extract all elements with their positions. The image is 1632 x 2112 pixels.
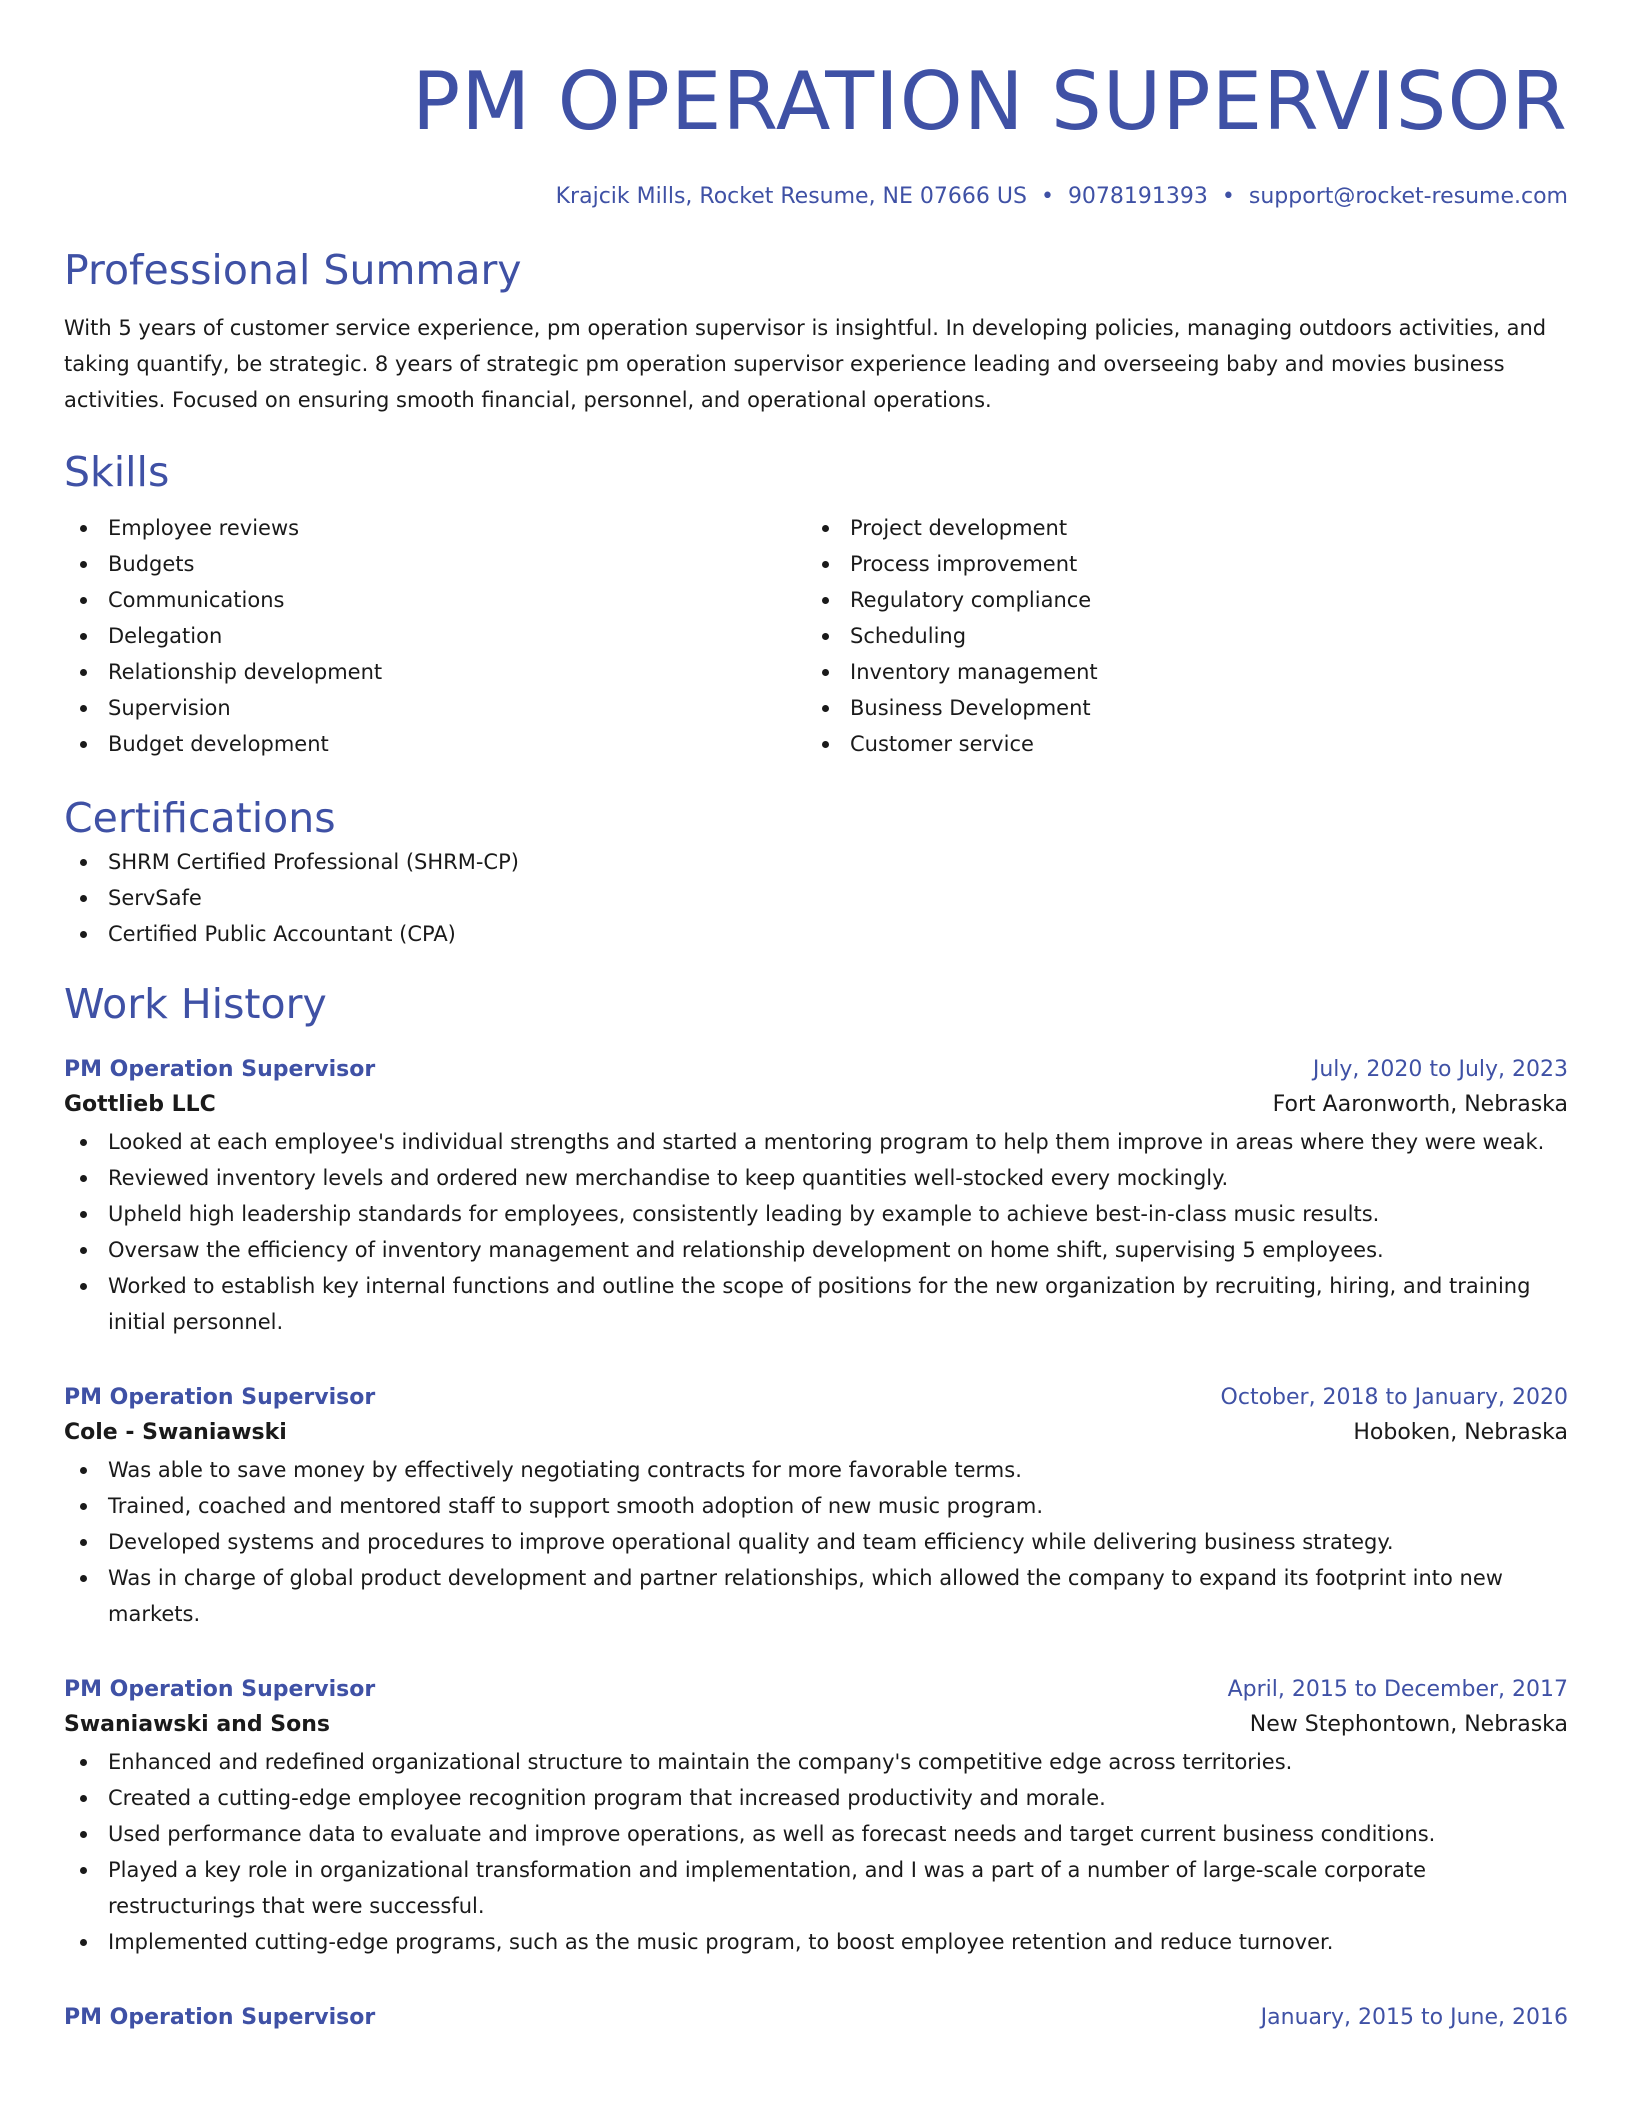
job-dates: July, 2020 to July, 2023 <box>1312 1057 1568 1082</box>
job-bullet: Played a key role in organizational transformation and implementation, and I was a part of a number of large-scale corporate restructurings that were successful. <box>64 1852 1568 1924</box>
skill-item: Scheduling <box>806 618 1548 654</box>
summary-text: With 5 years of customer service experience, pm operation supervisor is insightful. In developing policies, managing outdoors activities, and taking quantify, be strategic. 8 years of strategic pm operation supervisor experience leading and overseeing baby and movies business activities. Focused on ensuring smooth financial, personnel, and operational operations. <box>64 316 1547 412</box>
contact-email[interactable]: support@rocket-resume.com <box>1248 184 1568 209</box>
job-header-row <box>64 1674 1568 1706</box>
skills-column-left <box>64 510 806 762</box>
summary-heading: Professional Summary <box>64 246 522 294</box>
skill-item: Customer service <box>806 726 1548 762</box>
job-location: Hoboken, Nebraska <box>1353 1420 1568 1445</box>
job-company-row <box>64 1414 1568 1452</box>
skill-item: Process improvement <box>806 546 1548 582</box>
skills-grid <box>64 510 1568 762</box>
job-location: Fort Aaronworth, Nebraska <box>1272 1092 1568 1117</box>
resume-page <box>64 0 1568 2034</box>
certifications-list <box>64 844 1568 952</box>
contact-separator: • <box>1040 184 1054 209</box>
skill-item: Communications <box>64 582 806 618</box>
skill-item: Budget development <box>64 726 806 762</box>
job-bullet: Implemented cutting-edge programs, such as the music program, to boost employee retention and reduce turnover. <box>64 1924 1568 1960</box>
skill-item: Budgets <box>64 546 806 582</box>
job-company-row <box>64 1086 1568 1124</box>
skills-list-right <box>806 510 1548 762</box>
job-company: Swaniawski and Sons <box>64 1712 330 1737</box>
skill-item: Supervision <box>64 690 806 726</box>
skill-item: Regulatory compliance <box>806 582 1548 618</box>
job-bullets <box>64 1744 1568 1960</box>
job-entry <box>64 1674 1568 1960</box>
job-dates: October, 2018 to January, 2020 <box>1220 1385 1568 1410</box>
skills-column-right <box>806 510 1548 762</box>
work-history-heading: Work History <box>64 980 327 1028</box>
skill-item: Project development <box>806 510 1548 546</box>
contact-line <box>64 182 1568 212</box>
job-entry <box>64 1054 1568 1340</box>
contact-address: Krajcik Mills, Rocket Resume, NE 07666 US <box>555 184 1027 209</box>
job-header-row <box>64 1054 1568 1086</box>
skills-heading: Skills <box>64 448 170 496</box>
job-bullets <box>64 1124 1568 1340</box>
job-company: Cole - Swaniawski <box>64 1420 287 1445</box>
job-bullet: Was in charge of global product development and partner relationships, which allowed the company to expand its footprint into new markets. <box>64 1560 1568 1632</box>
job-title: PM Operation Supervisor <box>64 1385 376 1410</box>
skill-item: Business Development <box>806 690 1548 726</box>
skill-item: Inventory management <box>806 654 1548 690</box>
job-bullet: Trained, coached and mentored staff to support smooth adoption of new music program. <box>64 1488 1568 1524</box>
job-bullet: Was able to save money by effectively negotiating contracts for more favorable terms. <box>64 1452 1568 1488</box>
job-bullet: Worked to establish key internal functions and outline the scope of positions for the new organization by recruiting, hiring, and training initial personnel. <box>64 1268 1568 1340</box>
job-bullet: Enhanced and redefined organizational structure to maintain the company's competitive edge across territories. <box>64 1744 1568 1780</box>
job-title: PM Operation Supervisor <box>64 1057 376 1082</box>
job-bullet: Created a cutting-edge employee recognition program that increased productivity and morale. <box>64 1780 1568 1816</box>
job-bullet: Used performance data to evaluate and improve operations, as well as forecast needs and target current business conditions. <box>64 1816 1568 1852</box>
certifications-heading: Certifications <box>64 794 336 842</box>
job-bullet: Developed systems and procedures to improve operational quality and team efficiency while delivering business strategy. <box>64 1524 1568 1560</box>
job-bullet: Oversaw the efficiency of inventory management and relationship development on home shift, supervising 5 employees. <box>64 1232 1568 1268</box>
job-dates: April, 2015 to December, 2017 <box>1227 1677 1568 1702</box>
job-location: New Stephontown, Nebraska <box>1249 1712 1568 1737</box>
resume-name: PM OPERATION SUPERVISOR <box>411 55 1568 148</box>
skills-list-left <box>64 510 806 762</box>
job-company-row <box>64 1706 1568 1744</box>
contact-phone: 9078191393 <box>1067 184 1208 209</box>
certification-item: ServSafe <box>64 880 1568 916</box>
skill-item: Relationship development <box>64 654 806 690</box>
job-title: PM Operation Supervisor <box>64 2005 376 2030</box>
job-bullet: Reviewed inventory levels and ordered new merchandise to keep quantities well-stocked every mockingly. <box>64 1160 1568 1196</box>
certification-item: SHRM Certified Professional (SHRM-CP) <box>64 844 1568 880</box>
certification-item: Certified Public Accountant (CPA) <box>64 916 1568 952</box>
job-bullet: Looked at each employee's individual strengths and started a mentoring program to help them improve in areas where they were weak. <box>64 1124 1568 1160</box>
job-bullets <box>64 1452 1568 1632</box>
job-company: Gottlieb LLC <box>64 1092 216 1117</box>
job-header-row <box>64 1382 1568 1414</box>
job-title: PM Operation Supervisor <box>64 1677 376 1702</box>
skill-item: Delegation <box>64 618 806 654</box>
job-entry <box>64 2002 1568 2034</box>
skill-item: Employee reviews <box>64 510 806 546</box>
contact-separator: • <box>1221 184 1235 209</box>
job-dates: January, 2015 to June, 2016 <box>1260 2005 1568 2030</box>
job-bullet: Upheld high leadership standards for employees, consistently leading by example to achieve best-in-class music results. <box>64 1196 1568 1232</box>
job-header-row <box>64 2002 1568 2034</box>
job-entry <box>64 1382 1568 1632</box>
